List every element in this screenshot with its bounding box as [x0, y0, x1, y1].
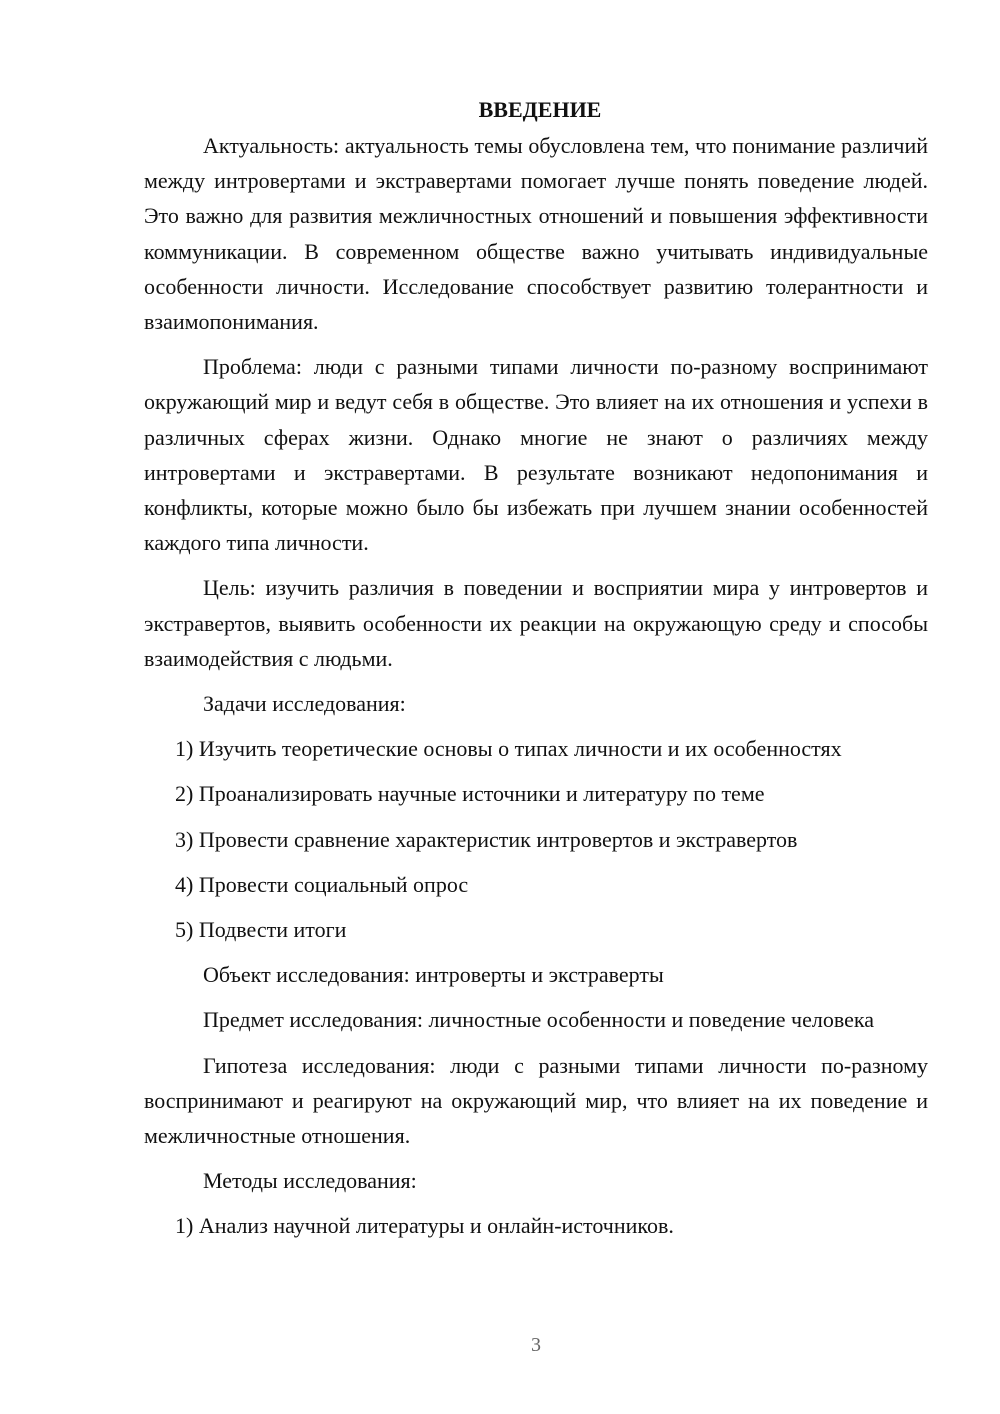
page-number: 3 — [531, 1334, 541, 1356]
task-item: 4) Провести социальный опрос — [175, 871, 469, 897]
page-title: ВВЕДЕНИЕ — [478, 97, 602, 122]
research-subject: Предмет исследования: личностные особенности и поведение человека — [203, 1007, 875, 1033]
method-item: 1) Анализ научной литературы и онлайн-источников. — [175, 1213, 674, 1239]
task-item: 3) Провести сравнение характеристик интровертов и экстравертов — [175, 826, 798, 852]
task-item: 5) Подвести итоги — [175, 917, 347, 943]
research-hypothesis: Гипотеза исследования: люди с разными типами личности по-разному воспринимают и реагируют на окружающий мир, что влияет на их поведение и межличностные отношения. — [144, 1052, 928, 1149]
paragraph-problem: Проблема: люди с разными типами личности по-разному воспринимают окружающий мир и ведут себя в обществе. Это влияет на их отношения и успехи в различных сферах жизни. Однако многие не знают о различиях между интровертами и экстравертами. В результате возникают недопонимания и конфликты, которые можно было бы избежать при лучшем знании особенностей каждого типа личности. — [144, 354, 928, 556]
task-item: 1) Изучить теоретические основы о типах личности и их особенностях — [175, 736, 842, 762]
research-object: Объект исследования: интроверты и экстраверты — [203, 962, 664, 988]
task-item: 2) Проанализировать научные источники и литературу по теме — [175, 781, 765, 807]
methods-heading: Методы исследования: — [203, 1168, 417, 1194]
paragraph-relevance: Актуальность: актуальность темы обусловлена тем, что понимание различий между интровертами и экстравертами помогает лучше понять поведение людей. Это важно для развития межличностных отношений и повышения эффективности коммуникации. В современном обществе важно учитывать индивидуальные особенности личности. Исследование способствует развитию толерантности и взаимопонимания. — [144, 133, 928, 335]
tasks-heading: Задачи исследования: — [203, 691, 406, 717]
paragraph-goal: Цель: изучить различия в поведении и восприятии мира у интровертов и экстравертов, выявить особенности их реакции на окружающую среду и способы взаимодействия с людьми. — [144, 575, 928, 671]
document-page — [144, 92, 928, 1254]
